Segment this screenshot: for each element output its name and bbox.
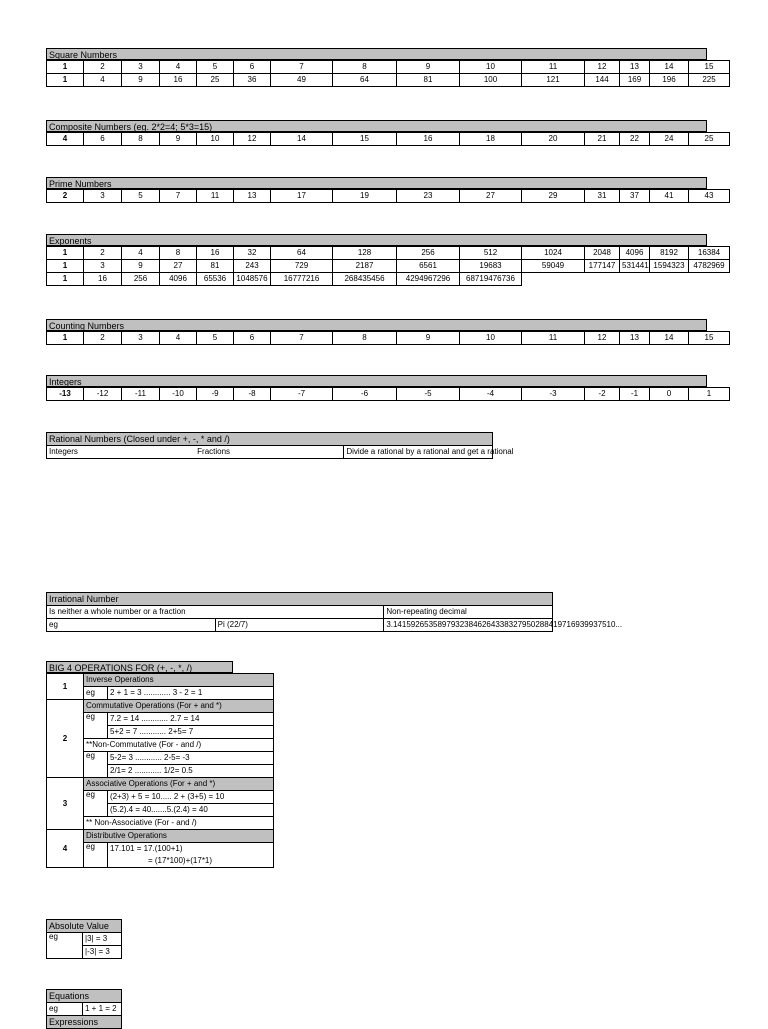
pi-value: 3.14159265358979323846264338327950288419716939937510... [384,619,553,632]
number-cell: 243 [234,260,271,273]
section-title: Equations [47,990,122,1003]
number-cell: 59049 [522,260,585,273]
number-cell: 20 [522,133,585,146]
section-title: Rational Numbers (Closed under +, -, * and /) [47,433,493,446]
section-title: Composite Numbers (eg. 2*2=4; 5*3=15) [46,120,707,132]
eg-label: eg [47,619,216,632]
number-cell: 14 [650,61,689,74]
eg-label: eg [84,713,108,739]
section-title: Square Numbers [46,48,707,60]
number-cell: -5 [397,388,460,401]
number-cell: 3 [84,190,122,203]
number-cell: 1 [47,332,84,345]
integers-section [46,375,712,401]
number-cell: 43 [689,190,730,203]
number-cell: 16384 [689,247,730,260]
number-cell: 65536 [197,273,234,286]
associative-title: Associative Operations (For + and *) [84,778,274,791]
number-cell: 9 [397,332,460,345]
eg-label: eg [84,791,108,817]
number-cell: 16 [160,74,197,87]
number-cell: 4294967296 [397,273,460,286]
eg-label: eg [47,933,83,959]
table-row [47,273,730,286]
section-title: Exponents [46,234,707,246]
op-number: 3 [47,778,84,830]
noncommutative-example: 2/1= 2 ............ 1/2= 0.5 [108,765,274,778]
rational-fractions: Fractions [195,446,344,459]
number-cell: -10 [160,388,197,401]
number-cell: 64 [333,74,397,87]
number-cell: 3 [122,61,160,74]
op-number: 2 [47,700,84,778]
number-cell: 31 [585,190,620,203]
number-cell: 6 [234,61,271,74]
nonassociative-title: ** Non-Associative (For - and /) [84,817,274,830]
number-cell: 8 [160,247,197,260]
number-cell: 16777216 [271,273,333,286]
number-cell: 9 [122,260,160,273]
number-cell: 11 [197,190,234,203]
number-cell: 5 [197,61,234,74]
irrational-decimal: Non-repeating decimal [384,606,553,619]
section-title: Prime Numbers [46,177,707,189]
number-cell: 9 [122,74,160,87]
number-cell: 64 [271,247,333,260]
number-cell: 1 [47,247,84,260]
number-cell: 121 [522,74,585,87]
number-cell: 15 [333,133,397,146]
number-cell: 100 [460,74,522,87]
number-cell: -9 [197,388,234,401]
number-cell: 4 [84,74,122,87]
number-cell: 6 [234,332,271,345]
number-cell: 9 [160,133,197,146]
number-cell: 3 [84,260,122,273]
number-cell: 1 [689,388,730,401]
number-cell: 18 [460,133,522,146]
number-cell: -2 [585,388,620,401]
rational-rule: Divide a rational by a rational and get a rational [344,446,493,459]
expressions-title: Expressions [47,1016,122,1029]
counting-numbers-table [46,331,730,345]
composite-numbers-section [46,120,714,146]
table-row [47,247,730,260]
number-cell: 19683 [460,260,522,273]
number-cell: 4 [47,133,84,146]
number-cell: 49 [271,74,333,87]
table-row [47,260,730,273]
number-cell: 37 [620,190,650,203]
number-cell: 225 [689,74,730,87]
table-row [47,388,730,401]
number-cell: 268435456 [333,273,397,286]
number-cell: 1048576 [234,273,271,286]
number-cell: 4 [160,332,197,345]
number-cell: -4 [460,388,522,401]
number-cell: 196 [650,74,689,87]
number-cell: 11 [522,332,585,345]
number-cell: 23 [397,190,460,203]
eg-label: eg [47,1003,83,1016]
number-cell: -3 [522,388,585,401]
square-numbers-table [46,60,730,87]
number-cell: 10 [460,61,522,74]
equation-example: 1 + 1 = 2 [83,1003,122,1016]
number-cell: 25 [689,133,730,146]
number-cell: 14 [271,133,333,146]
number-cell: 12 [585,61,620,74]
table-row [47,332,730,345]
number-cell: 729 [271,260,333,273]
number-cell: -13 [47,388,84,401]
number-cell: 6561 [397,260,460,273]
rational-numbers-section [46,432,514,459]
number-cell: -12 [84,388,122,401]
inverse-title: Inverse Operations [84,674,274,687]
number-cell: 25 [197,74,234,87]
number-cell: 27 [460,190,522,203]
number-cell: 10 [460,332,522,345]
number-cell: 32 [234,247,271,260]
counting-numbers-section [46,319,714,345]
number-cell: 16 [397,133,460,146]
number-cell: 1594323 [650,260,689,273]
inverse-example: 2 + 1 = 3 ............ 3 - 2 = 1 [108,687,274,700]
number-cell: 7 [160,190,197,203]
section-title: Absolute Value [47,920,122,933]
op-number: 1 [47,674,84,700]
number-cell: 13 [620,332,650,345]
number-cell: 19 [333,190,397,203]
number-cell: 16 [197,247,234,260]
composite-numbers-table [46,132,730,146]
number-cell: 128 [333,247,397,260]
number-cell: 12 [585,332,620,345]
commutative-example: 7.2 = 14 ............ 2.7 = 14 [108,713,274,726]
number-cell: 4782969 [689,260,730,273]
absolute-example: |3| = 3 [83,933,122,946]
number-cell: 21 [585,133,620,146]
number-cell: 13 [620,61,650,74]
irrational-number-section [46,592,623,632]
number-cell: 81 [397,74,460,87]
number-cell: 12 [234,133,271,146]
number-cell: 169 [620,74,650,87]
table-row [47,74,730,87]
noncommutative-title: **Non-Commutative (For - and /) [84,739,274,752]
eg-label: eg [84,687,108,700]
table-row [47,61,730,74]
number-cell: -8 [234,388,271,401]
number-cell: 81 [197,260,234,273]
table-row [47,133,730,146]
exponents-section [46,234,725,286]
noncommutative-example: 5-2= 3 ............ 2-5= -3 [108,752,274,765]
number-cell: -1 [620,388,650,401]
number-cell: 17 [271,190,333,203]
associative-example: (2+3) + 5 = 10..... 2 + (3+5) = 10 [108,791,274,804]
eg-label: eg [84,843,108,868]
number-cell: 15 [689,332,730,345]
number-cell: 8 [333,332,397,345]
rational-integers: Integers [47,446,196,459]
number-cell: 256 [122,273,160,286]
number-cell: 8192 [650,247,689,260]
number-cell: 7 [271,332,333,345]
number-cell: 16 [84,273,122,286]
commutative-example: 5+2 = 7 ............ 2+5= 7 [108,726,274,739]
number-cell: 4096 [620,247,650,260]
op-number: 4 [47,830,84,868]
number-cell: 144 [585,74,620,87]
prime-numbers-section [46,177,714,203]
section-title: Irrational Number [47,593,553,606]
number-cell: 1 [47,260,84,273]
number-cell: 2 [84,247,122,260]
number-cell: 1 [47,74,84,87]
number-cell: 4 [160,61,197,74]
square-numbers-section [46,48,716,87]
section-title: BIG 4 OPERATIONS FOR (+, -, *, /) [46,661,233,673]
section-title: Counting Numbers [46,319,707,331]
number-cell: 10 [197,133,234,146]
number-cell: 1024 [522,247,585,260]
distributive-title: Distributive Operations [84,830,274,843]
integers-table [46,387,730,401]
absolute-example: |-3| = 3 [83,946,122,959]
number-cell: -7 [271,388,333,401]
number-cell: 22 [620,133,650,146]
equations-section [46,989,122,1029]
number-cell: 9 [397,61,460,74]
number-cell: 11 [522,61,585,74]
number-cell: 13 [234,190,271,203]
number-cell: 177147 [585,260,620,273]
number-cell: 41 [650,190,689,203]
number-cell: 2 [84,332,122,345]
number-cell: 27 [160,260,197,273]
eg-label: eg [84,752,108,778]
number-cell: 1 [47,61,84,74]
number-cell: 68719476736 [460,273,522,286]
distributive-example: 17.101 = 17.(100+1) [108,843,274,856]
number-cell: 0 [650,388,689,401]
prime-numbers-table [46,189,730,203]
number-cell: 4 [122,247,160,260]
number-cell: 14 [650,332,689,345]
number-cell: 3 [122,332,160,345]
section-title: Integers [46,375,707,387]
number-cell: 29 [522,190,585,203]
number-cell: 8 [333,61,397,74]
number-cell: 6 [84,133,122,146]
number-cell: 4096 [160,273,197,286]
table-row [47,190,730,203]
number-cell: 531441 [620,260,650,273]
number-cell: 15 [689,61,730,74]
number-cell: 2048 [585,247,620,260]
exponents-table [46,246,730,286]
distributive-example: = (17*100)+(17*1) [108,855,274,868]
associative-example: (5.2).4 = 40.......5.(2.4) = 40 [108,804,274,817]
commutative-title: Commutative Operations (For + and *) [84,700,274,713]
number-cell: 5 [122,190,160,203]
number-cell: -6 [333,388,397,401]
number-cell: 512 [460,247,522,260]
number-cell: -11 [122,388,160,401]
absolute-value-section [46,919,122,959]
number-cell: 2187 [333,260,397,273]
number-cell: 36 [234,74,271,87]
number-cell: 256 [397,247,460,260]
number-cell: 8 [122,133,160,146]
big4-operations-section [46,661,276,868]
number-cell: 24 [650,133,689,146]
number-cell: 1 [47,273,84,286]
number-cell: 7 [271,61,333,74]
irrational-definition: Is neither a whole number or a fraction [47,606,384,619]
number-cell: 2 [84,61,122,74]
number-cell: 2 [47,190,84,203]
number-cell: 5 [197,332,234,345]
pi-label: Pi (22/7) [215,619,384,632]
